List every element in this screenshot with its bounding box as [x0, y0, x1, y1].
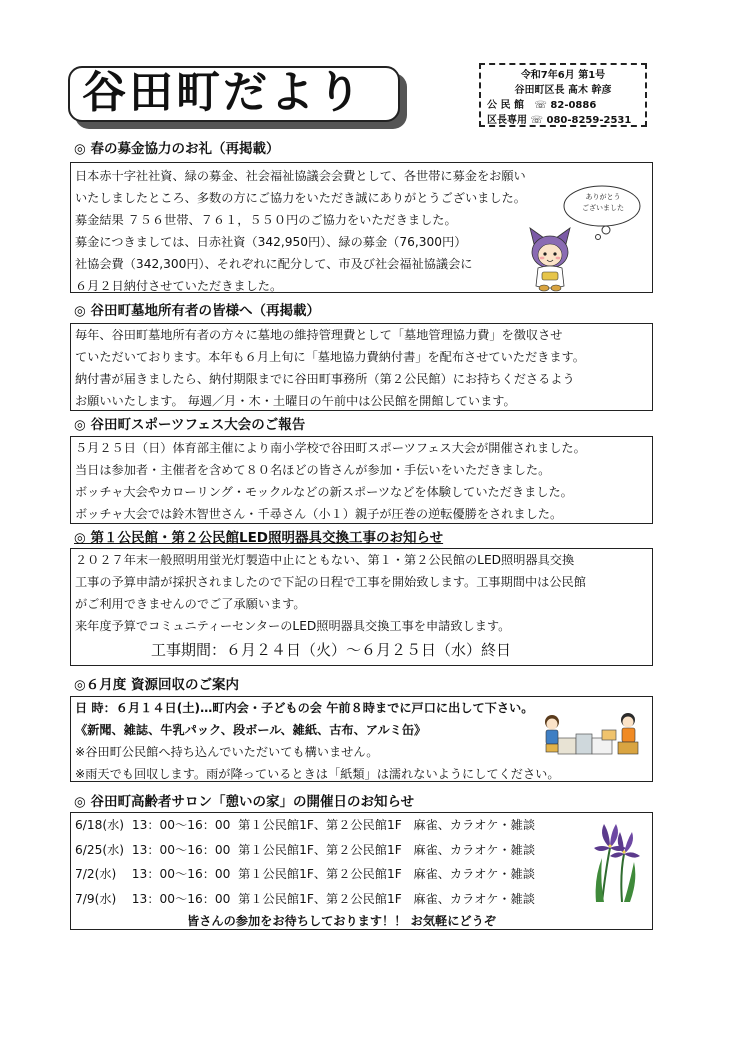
led-line: がご利用できませんのでご了承願います。	[75, 597, 306, 611]
recycle-line: ※谷田町公民館へ持ち込んでいただいても構いません。	[75, 745, 379, 759]
issue-date: 令和7年6月 第1号	[520, 70, 606, 81]
recycle-line: 《新聞、雑誌、牛乳パック、段ボール、雑紙、古布、アルミ缶》	[75, 723, 427, 737]
newsletter-title: 谷田町だより	[82, 67, 364, 118]
donation-line: 募金結果 ７５６世帯、７６１，５５０円のご協力をいただきました。	[75, 213, 457, 227]
cemetery-line: お願いいたします。 毎週／月・木・土曜日の午前中は公民館を開館しています。	[75, 394, 516, 408]
leader-line-label: 区長専用	[487, 115, 527, 126]
led-heading: ◎ 第１公民館・第２公民館LED照明器具交換工事のお知らせ	[74, 530, 444, 546]
sports-line: ボッチャ大会では鈴木智世さん・千尋さん（小１）親子が圧巻の逆転優勝をされました。	[75, 507, 563, 521]
children-recycling-illustration	[540, 708, 644, 760]
sports-line: 当日は参加者・主催者を含めて８０名ほどの皆さんが参加・手伝いをいただきました。	[75, 463, 551, 477]
led-line: 来年度予算でコミュニティーセンターのLED照明器具交換工事を申請致します。	[75, 619, 511, 633]
district-leader: 谷田町区長 髙木 幹彦	[514, 85, 612, 96]
hall-label: 公 民 館	[487, 100, 524, 111]
salon-closing: 皆さんの参加をお待ちしております！！ お気軽にどうぞ	[187, 914, 496, 928]
cemetery-box	[70, 323, 653, 411]
donation-heading: ◎ 春の募金協力のお礼（再掲載）	[74, 141, 280, 157]
cemetery-line: 毎年、谷田町墓地所有者の方々に墓地の維持管理費として「墓地管理協力費」を徴収させ	[75, 328, 563, 342]
led-line: ２０２７年末一般照明用蛍光灯製造中止にともない、第１・第２公民館のLED照明器具交換	[75, 553, 575, 567]
salon-schedule-row: 6/18(水) 13：00〜16：00 第１公民館1F、第２公民館1F 麻雀、カラオケ・雑談	[75, 818, 536, 832]
mobile-phone-icon: ☏	[530, 115, 543, 126]
hall-phone: ☏ 82-0886	[534, 100, 597, 111]
donation-line: 募金につきましては、日赤社資（342,950円）、緑の募金（76,300円）	[75, 235, 467, 249]
iris-flower-illustration	[588, 818, 644, 902]
led-line: 工事の予算申請が採択されましたので下記の日程で工事を開始致します。工事期間中は公民館	[75, 575, 586, 589]
recycle-line: 日 時：６月１４日(土)…町内会・子どもの会 午前８時までに戸口に出して下さい。	[75, 701, 534, 715]
cemetery-heading: ◎ 谷田町墓地所有者の皆様へ（再掲載）	[74, 303, 320, 319]
sports-box	[70, 436, 653, 524]
donation-line: 社協会費（342,300円）、それぞれに配分して、市及び社会福祉協議会に	[75, 257, 473, 271]
salon-schedule-row: 7/9(水) 13：00〜16：00 第１公民館1F、第２公民館1F 麻雀、カラオケ・雑談	[75, 891, 535, 906]
sports-line: ５月２５日（日）体育部主催により南小学校で谷田町スポーツフェス大会が開催されました。	[75, 441, 586, 455]
salon-heading: ◎ 谷田町高齢者サロン「憩いの家」の開催日のお知らせ	[74, 794, 415, 810]
salon-schedule-row: 6/25(水) 13：00〜16：00 第１公民館1F、第２公民館1F 麻雀、カラオケ・雑談	[75, 842, 536, 857]
sports-line: ボッチャ大会やカローリング・モックルなどの新スポーツなどを体験していただきました。	[75, 485, 573, 499]
mascot-character	[522, 226, 578, 292]
leader-phone-row	[487, 113, 639, 128]
cemetery-line: 納付書が届きましたら、納付期限までに谷田町事務所（第２公民館）にお持ちくださるよう	[75, 372, 575, 386]
leader-phone: 080-8259-2531	[546, 115, 632, 126]
cemetery-line: ていただいております。本年も６月上旬に「墓地協力費納付書」を配布させていただきます。	[75, 350, 585, 364]
salon-schedule-row: 7/2(水) 13：00〜16：00 第１公民館1F、第２公民館1F 麻雀、カラオケ・雑談	[75, 867, 535, 881]
thought-bubble-text: ありがとう ございました	[582, 193, 624, 212]
donation-line: ６月２日納付させていただきました。	[75, 279, 283, 293]
donation-line: 日本赤十字社社資、緑の募金、社会福祉協議会会費として、各世帯に募金をお願い	[75, 169, 526, 183]
construction-period: 工事期間：６月２４日（火）〜６月２５日（水）終日	[151, 641, 512, 659]
led-box	[70, 548, 653, 666]
sports-heading: ◎ 谷田町スポーツフェス大会のご報告	[74, 417, 306, 433]
salon-box	[70, 812, 653, 930]
hall-phone-row	[487, 98, 639, 113]
recycle-line: ※雨天でも回収します。雨が降っているときは「紙類」は濡れないようにしてください。	[75, 767, 560, 781]
recycle-heading: ◎６月度 資源回収のご案内	[74, 677, 239, 693]
donation-line: いたしましたところ、多数の方にご協力をいただき誠にありがとうございました。	[75, 191, 526, 205]
issue-info-box	[479, 63, 647, 127]
